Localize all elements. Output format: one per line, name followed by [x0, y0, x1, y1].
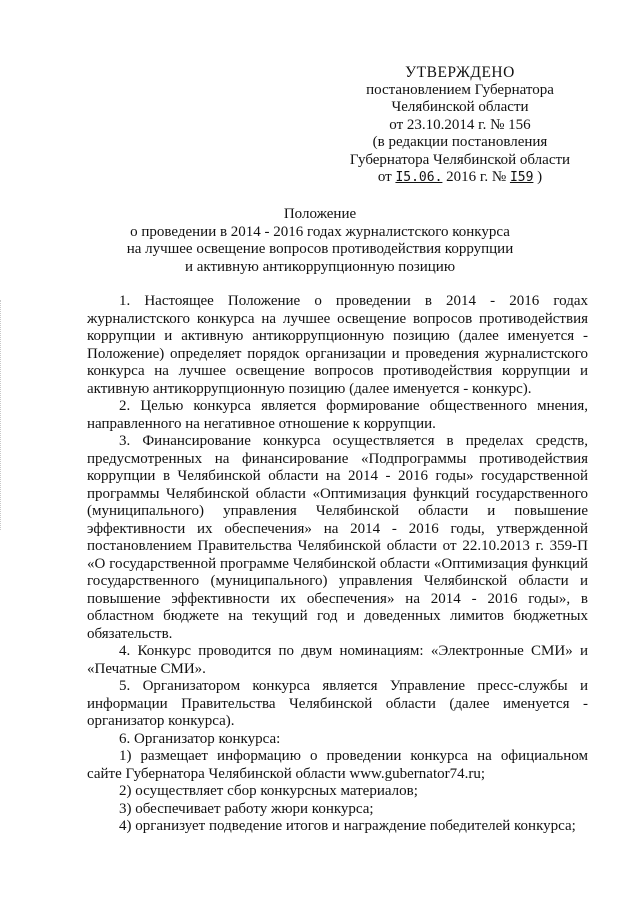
document-body [87, 293, 588, 836]
approval-stamp [330, 64, 590, 187]
approval-year-number: 2016 г. № [446, 169, 507, 185]
paragraph-1: 1. Настоящее Положение о проведении в 2014 - 2016 годах журналистского конкурса на лучшее освещение вопросов противодействия коррупции и активную антикоррупционную позицию (далее именуется - Положение) определяет порядок организации и проведения журналистского конкурса на лучшее освещение вопросов противодействия коррупции и активную антикоррупционную позицию (далее именуется - конкурс). [87, 293, 588, 397]
approval-handwritten-number: I59 [509, 170, 534, 185]
paragraph-2: 2. Целью конкурса является формирование общественного мнения, направленного на негативное отношение к коррупции. [87, 398, 588, 432]
list-item-3: 3) обеспечивает работу жюри конкурса; [119, 800, 374, 817]
approval-from-prefix: от [377, 169, 392, 185]
document-title [80, 206, 560, 276]
paragraph-4: 4. Конкурс проводится по двум номинациям: «Электронные СМИ» и «Печатные СМИ». [87, 643, 588, 677]
title-line-3: на лучшее освещение вопросов противодействия коррупции [126, 241, 514, 257]
approval-line-2: Челябинской области [391, 99, 529, 115]
scan-margin-mark [0, 300, 2, 530]
approval-line-3: от 23.10.2014 г. № 156 [389, 116, 531, 133]
paragraph-5: 5. Организатором конкурса является Управление пресс-службы и информации Правительства Челябинской области (далее именуется - организатор конкурса). [87, 678, 588, 729]
approval-amendment-line [330, 169, 590, 187]
approval-line-1: постановлением Губернатора [366, 81, 554, 98]
paragraph-6: 6. Организатор конкурса: [119, 730, 281, 747]
list-item-1: 1) размещает информацию о проведении конкурса на официальном сайте Губернатора Челябинской области www.gubernator74.ru; [87, 748, 588, 782]
list-item-2: 2) осуществляет сбор конкурсных материалов; [119, 783, 418, 799]
list-item-4: 4) организует подведение итогов и награждение победителей конкурса; [119, 818, 576, 834]
approval-line-4: (в редакции постановления [372, 134, 548, 150]
approval-close-paren: ) [537, 169, 543, 185]
title-line-1: Положение [283, 206, 357, 222]
paragraph-3: 3. Финансирование конкурса осуществляется в пределах средств, предусмотренных на финансирование «Подпрограммы противодействия коррупции в Челябинской области на 2014 - 2016 годы» государственной программы Челябинской области «Оптимизация функций государственного (муниципального) управления Челябинской области и повышение эффективности их обеспечения» на 2014 - 2016 годы, утвержденной постановлением Правительства Челябинской области от 22.10.2013 г. 359-П «О государственной программе Челябинской области «Оптимизация функций государственного (муниципального) управления Челябинской области и повышение эффективности их обеспечения» на 2014 - 2016 годы», в областном бюджете на текущий год и доведенных лимитов бюджетных обязательств. [87, 433, 588, 642]
approval-line-5: Губернатора Челябинской области [349, 151, 571, 168]
title-line-4: и активную антикоррупционную позицию [184, 258, 456, 275]
approval-handwritten-date: I5.06. [395, 170, 443, 185]
approval-heading: УТВЕРЖДЕНО [405, 64, 515, 81]
title-line-2: о проведении в 2014 - 2016 годах журналистского конкурса [130, 223, 510, 240]
